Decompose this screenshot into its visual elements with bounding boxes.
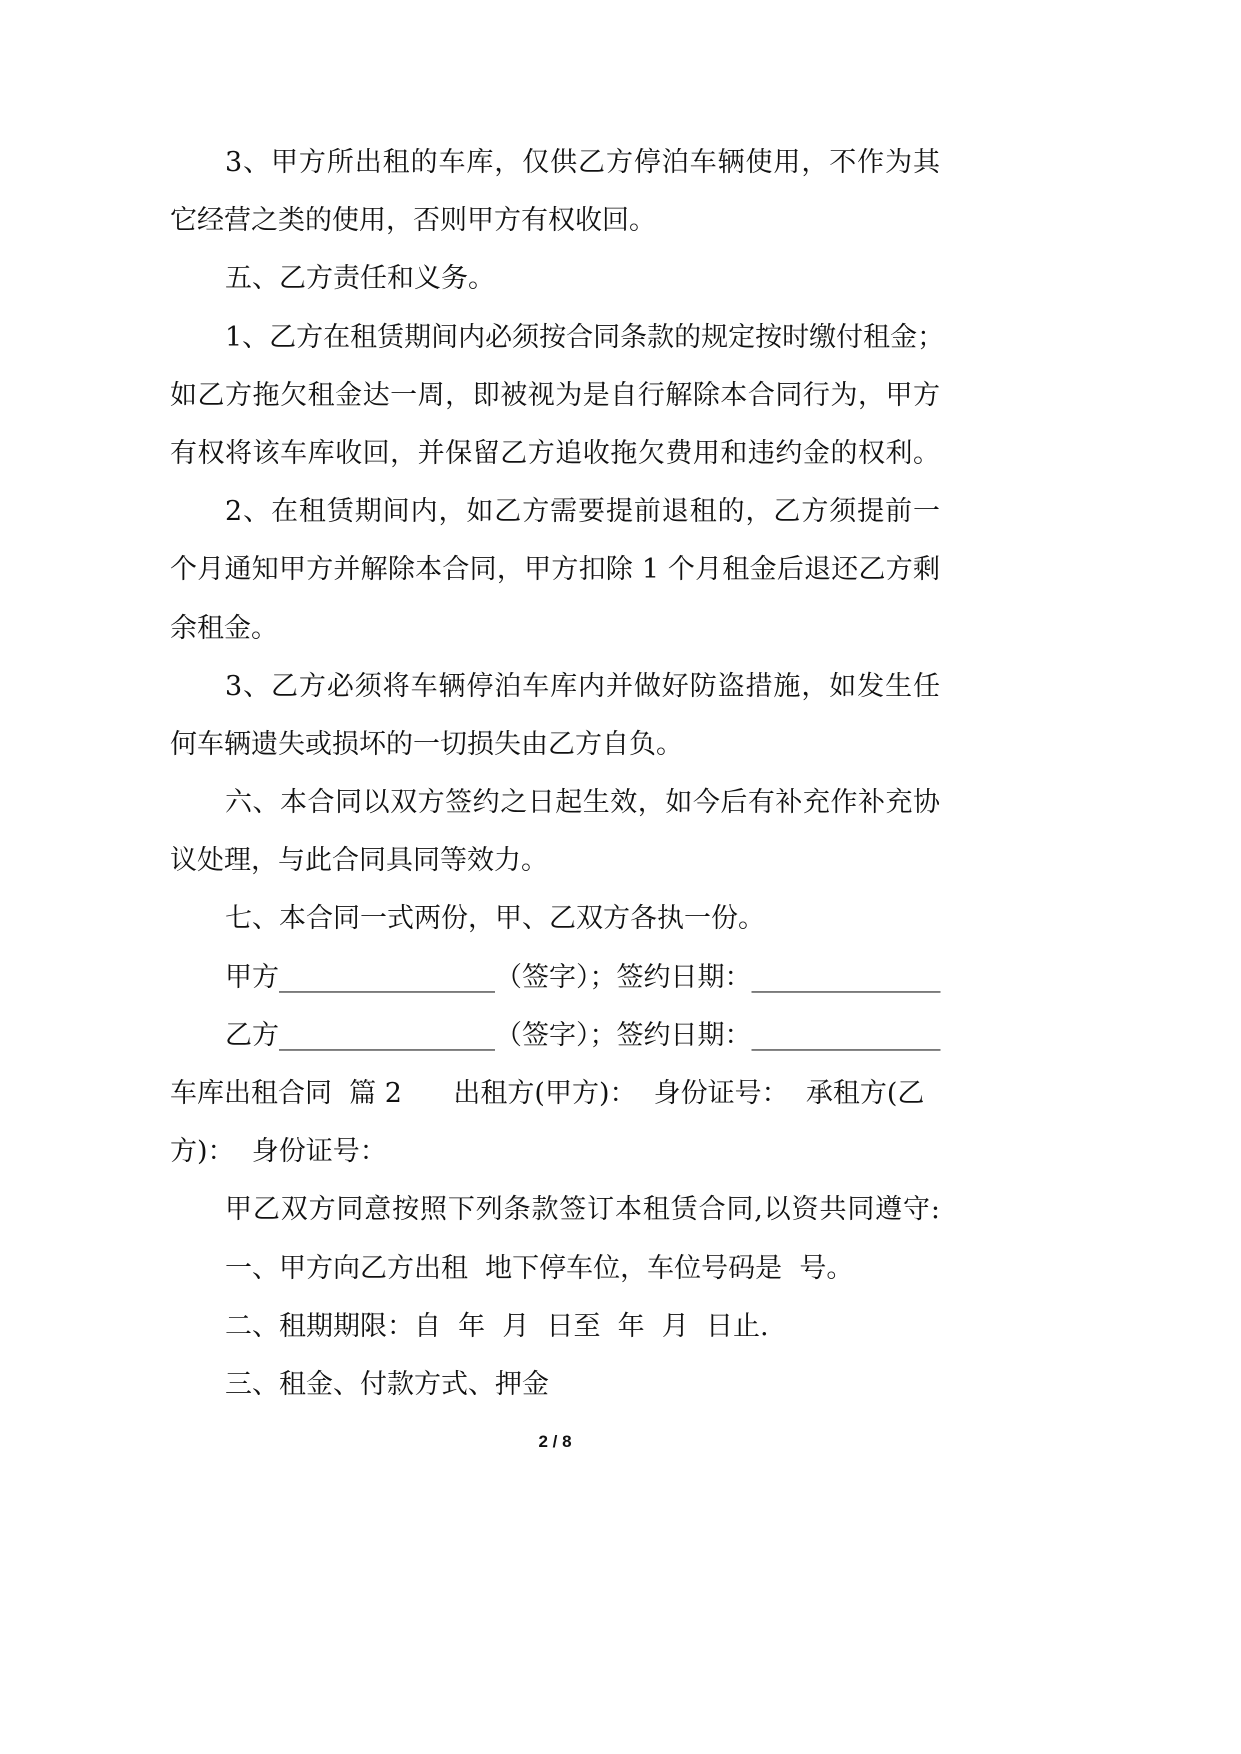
clause-5-3-paragraph [170,658,940,774]
text-line: 3、甲方所出租的车库，仅供乙方停泊车辆使用，不作为其 [225,147,940,178]
text-line: 一、甲方向乙方出租 地下停车位，车位号码是 号。 [225,1252,854,1284]
page-number: 2 / 8 [538,1432,572,1451]
text-line: 3、乙方必须将车辆停泊车库内并做好防盗措施，如发生任 [225,670,940,702]
clause-4-3-paragraph [170,134,940,250]
text-line: 何车辆遗失或损坏的一切损失由乙方自负。 [170,728,683,760]
text-line: 1、乙方在租赁期间内必须按合同条款的规定按时缴付租金； [225,321,945,353]
agreement-intro-paragraph [170,1181,940,1239]
text-line: 个月通知甲方并解除本合同，甲方扣除 1 个月租金后退还乙方剩 [170,554,940,586]
clause-5-1-paragraph [170,309,945,484]
section-2-paragraph [170,1298,940,1356]
text-line: 如乙方拖欠租金达一周，即被视为是自行解除本合同行为，甲方 [170,379,940,411]
text-line: 议处理，与此合同具同等效力。 [170,845,548,877]
section-1-paragraph [170,1240,940,1298]
document-body [170,134,945,1414]
text-line: 有权将该车库收回，并保留乙方追收拖欠费用和违约金的权利。 [170,437,940,469]
section-5-heading [170,250,940,308]
signature-line-party-a: 甲方________________（签字）；签约日期：______________ [225,961,941,993]
section-heading-line: 三、租金、付款方式、押金 [225,1368,549,1400]
text-line: 2、在租赁期间内，如乙方需要提前退租的，乙方须提前一 [225,496,940,528]
contract-title-line: 车库出租合同 篇 2 出租方(甲方)： 身份证号： 承租方(乙 [170,1078,925,1109]
section-7-paragraph [170,890,940,948]
text-line: 它经营之类的使用，否则甲方有权收回。 [170,205,656,237]
section-3-heading [170,1356,940,1414]
text-line: 方)： 身份证号： [170,1136,387,1168]
text-line: 甲乙双方同意按照下列条款签订本租赁合同,以资共同遵守: [225,1194,940,1226]
text-line: 余租金。 [170,612,278,644]
text-line: 七、本合同一式两份，甲、乙双方各执一份。 [225,903,765,935]
text-line: 六、本合同以双方签约之日起生效，如今后有补充作补充协 [225,787,940,819]
section-6-paragraph [170,774,940,890]
text-line: 二、租期期限：自 年 月 日至 年 月 日止. [225,1310,769,1342]
section-heading-line: 五、乙方责任和义务。 [225,263,495,295]
contract-2-header-paragraph [170,1065,940,1181]
signature-block-party-a [170,949,940,1007]
signature-line-party-b: 乙方________________（签字）；签约日期：______________ [225,1019,941,1051]
signature-block-party-b [170,1007,940,1065]
clause-5-2-paragraph [170,483,940,658]
